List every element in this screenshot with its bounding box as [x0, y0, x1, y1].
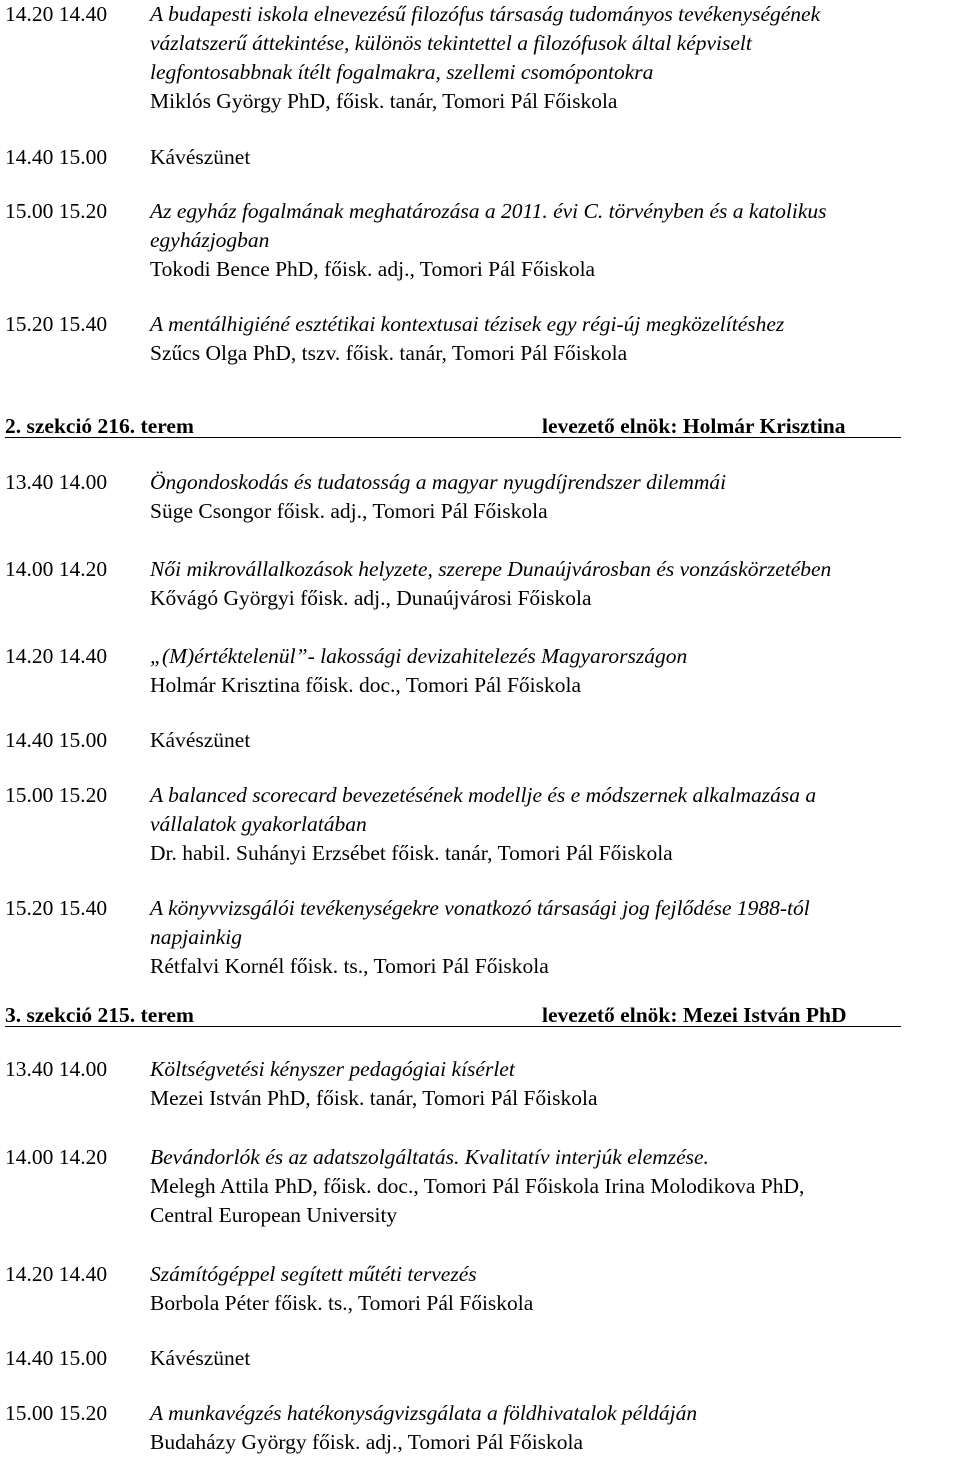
talk-title: A budapesti iskola elnevezésű filozófus társaság tudományos tevékenységének	[150, 2, 821, 26]
talk-title: A balanced scorecard bevezetésének modellje és e módszernek alkalmazása a	[150, 783, 817, 807]
speaker: Kővágó Györgyi főisk. adj., Dunaújvárosi Főiskola	[150, 586, 592, 610]
talk-title: Költségvetési kényszer pedagógiai kísérlet	[150, 1057, 515, 1081]
talk-title: Öngondoskodás és tudatosság a magyar nyugdíjrendszer dilemmái	[150, 470, 727, 494]
break-label: Kávészünet	[150, 1346, 251, 1370]
talk-title: A munkavégzés hatékonyságvizsgálata a földhivatalok példáján	[150, 1401, 698, 1425]
talk-title: Az egyház fogalmának meghatározása a 2011. évi C. törvényben és a katolikus	[150, 199, 827, 223]
session-chair: levezető elnök: Mezei István PhD	[542, 1003, 847, 1027]
speaker: Miklós György PhD, főisk. tanár, Tomori Pál Főiskola	[150, 89, 618, 113]
break-label: Kávészünet	[150, 145, 251, 169]
speaker: Dr. habil. Suhányi Erzsébet főisk. tanár, Tomori Pál Főiskola	[150, 841, 673, 865]
talk-title: egyházjogban	[150, 228, 270, 252]
time-slot: 15.00 15.20	[5, 199, 108, 223]
speaker: Holmár Krisztina főisk. doc., Tomori Pál Főiskola	[150, 673, 582, 697]
talk-title: napjainkig	[150, 925, 242, 949]
time-slot: 14.40 15.00	[5, 1346, 108, 1370]
time-slot: 14.00 14.20	[5, 557, 108, 581]
talk-title: legfontosabbnak ítélt fogalmakra, szellemi csomópontokra	[150, 60, 654, 84]
talk-title: A mentálhigiéné esztétikai kontextusai tézisek egy régi-új megközelítéshez	[150, 312, 785, 336]
time-slot: 14.20 14.40	[5, 1262, 108, 1286]
heading-underline	[5, 1026, 901, 1027]
session-heading: 3. szekció 215. terem	[5, 1003, 194, 1027]
time-slot: 14.20 14.40	[5, 644, 108, 668]
time-slot: 13.40 14.00	[5, 470, 108, 494]
speaker: Central European University	[150, 1203, 398, 1227]
speaker: Budaházy György főisk. adj., Tomori Pál Főiskola	[150, 1430, 584, 1454]
talk-title: A könyvvizsgálói tevékenységekre vonatkozó társasági jog fejlődése 1988-tól	[150, 896, 810, 920]
talk-title: Számítógéppel segített műtéti tervezés	[150, 1262, 477, 1286]
time-slot: 13.40 14.00	[5, 1057, 108, 1081]
time-slot: 14.00 14.20	[5, 1145, 108, 1169]
speaker: Rétfalvi Kornél főisk. ts., Tomori Pál Főiskola	[150, 954, 549, 978]
talk-title: vállalatok gyakorlatában	[150, 812, 367, 836]
time-slot: 15.20 15.40	[5, 312, 108, 336]
speaker: Melegh Attila PhD, főisk. doc., Tomori Pál Főiskola Irina Molodikova PhD,	[150, 1174, 805, 1198]
heading-underline	[5, 437, 901, 438]
talk-title: Bevándorlók és az adatszolgáltatás. Kvalitatív interjúk elemzése.	[150, 1145, 709, 1169]
time-slot: 15.00 15.20	[5, 1401, 108, 1425]
time-slot: 14.40 15.00	[5, 728, 108, 752]
time-slot: 14.40 15.00	[5, 145, 108, 169]
talk-title: „(M)értéktelenül”- lakossági devizahitelezés Magyarországon	[150, 644, 688, 668]
break-label: Kávészünet	[150, 728, 251, 752]
speaker: Mezei István PhD, főisk. tanár, Tomori Pál Főiskola	[150, 1086, 598, 1110]
time-slot: 15.00 15.20	[5, 783, 108, 807]
speaker: Borbola Péter főisk. ts., Tomori Pál Főiskola	[150, 1291, 534, 1315]
session-heading: 2. szekció 216. terem	[5, 414, 194, 438]
session-chair: levezető elnök: Holmár Krisztina	[542, 414, 846, 438]
talk-title: vázlatszerű áttekintése, különös tekintettel a filozófusok által képviselt	[150, 31, 752, 55]
speaker: Süge Csongor főisk. adj., Tomori Pál Főiskola	[150, 499, 548, 523]
time-slot: 14.20 14.40	[5, 2, 108, 26]
speaker: Tokodi Bence PhD, főisk. adj., Tomori Pál Főiskola	[150, 257, 596, 281]
speaker: Szűcs Olga PhD, tszv. főisk. tanár, Tomori Pál Főiskola	[150, 341, 628, 365]
talk-title: Női mikrovállalkozások helyzete, szerepe Dunaújvárosban és vonzáskörzetében	[150, 557, 832, 581]
time-slot: 15.20 15.40	[5, 896, 108, 920]
